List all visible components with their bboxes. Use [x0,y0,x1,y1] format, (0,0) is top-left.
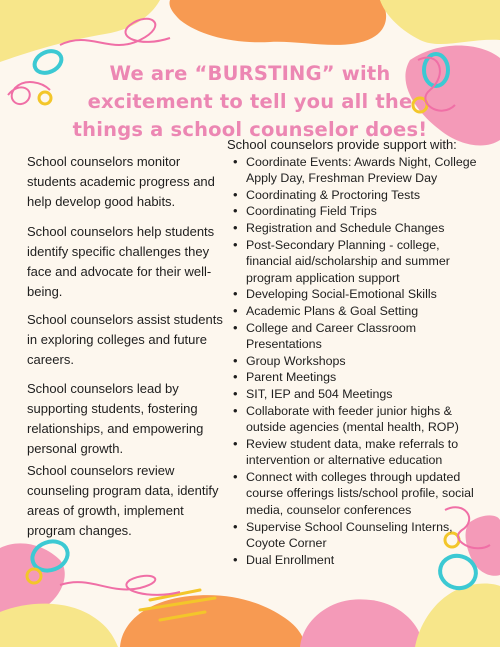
list-item: • Review student data, make referrals to intervention or alternative education [227,436,482,469]
list-item: • Parent Meetings [227,369,482,386]
top-orange-blob [169,0,386,45]
list-item: • Coordinating & Proctoring Tests [227,187,482,204]
paragraph-leadership: School counselors lead by supporting students, fostering relationships, and empowering personal growth. [27,381,204,456]
list-item: • Developing Social-Emotional Skills [227,286,482,303]
support-list [227,154,482,569]
page-title [40,60,460,144]
list-item: • Collaborate with feeder junior highs & outside agencies (mental health, ROP) [227,403,482,436]
list-item: • Post-Secondary Planning - college, financial aid/scholarship and summer program application support [227,237,482,287]
list-item: • SIT, IEP and 504 Meetings [227,386,482,403]
list-item: • Connect with colleges through updated course offerings lists/school profile, social media, counselor conferences [227,469,482,519]
list-item: • College and Career Classroom Presentations [227,320,482,353]
title-line: We are “BURSTING” with [109,62,391,85]
bottom-orange-blob [120,595,305,647]
bottom-squiggle [60,576,180,595]
title-line: excitement to tell you all the [87,90,413,113]
bottom-left-yellow-blob [0,604,118,647]
paragraph-progress: School counselors monitor students academic progress and help develop good habits. [27,154,215,209]
list-item: • Coordinating Field Trips [227,203,482,220]
paragraph-program-data: School counselors review counseling program data, identify areas of growth, implement program changes. [27,463,219,538]
list-item: • Supervise School Counseling Interns, Coyote Corner [227,519,482,552]
support-heading: School counselors provide support with: [227,137,457,152]
list-item: • Academic Plans & Goal Setting [227,303,482,320]
list-item: • Group Workshops [227,353,482,370]
top-right-yellow-blob [380,0,500,44]
bottom-right-yellow-blob [415,583,500,647]
list-item: • Dual Enrollment [227,552,482,569]
bottom-pink-blob [300,599,422,647]
paragraph-challenges: School counselors help students identify specific challenges they face and advocate for their well-being. [27,224,215,299]
top-left-yellow-blob [0,0,160,62]
list-item: • Coordinate Events: Awards Night, College Apply Day, Freshman Preview Day [227,154,482,187]
list-item: • Registration and Schedule Changes [227,220,482,237]
support-section [227,137,482,568]
paragraph-careers: School counselors assist students in exploring colleges and future careers. [27,312,223,367]
title-line: things a school counselor does! [72,118,428,141]
